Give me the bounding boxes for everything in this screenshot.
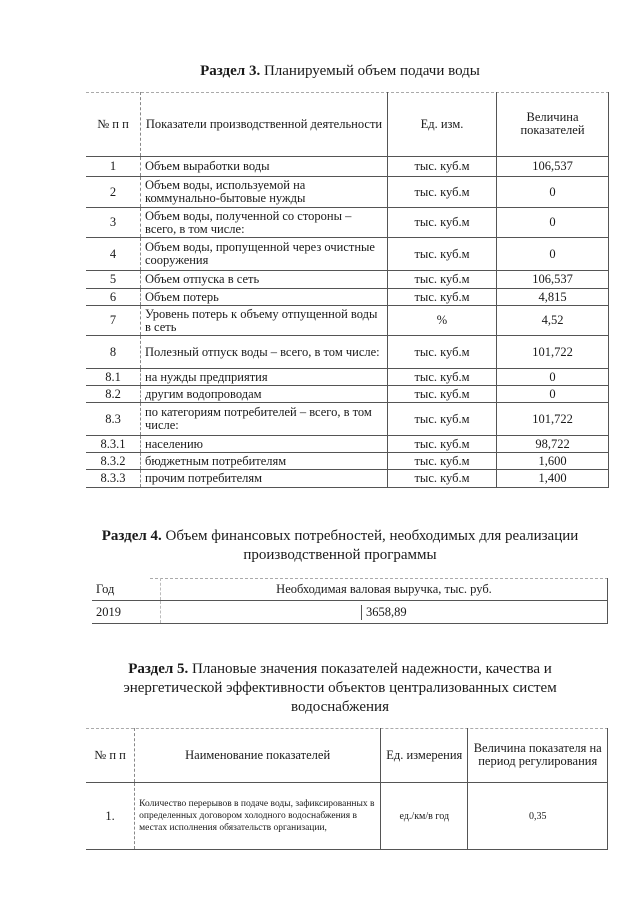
header-num: № п п <box>86 92 141 157</box>
row-unit: % <box>388 306 497 336</box>
row-name: Уровень потерь к объему отпущенной воды в сеть <box>141 306 388 336</box>
section-4-title-line1: Объем финансовых потребностей, необходимых для реализации <box>165 528 579 544</box>
section-3-label: Раздел 3. <box>200 63 261 79</box>
table-row <box>86 403 609 436</box>
row-unit: тыс. куб.м <box>388 436 497 453</box>
table-row <box>86 783 608 850</box>
table-row <box>86 157 609 177</box>
table-row <box>86 470 609 488</box>
table-row <box>92 601 608 624</box>
row-num: 5 <box>86 271 141 289</box>
row-value: 4,815 <box>497 289 609 306</box>
section-4-heading <box>60 527 620 565</box>
header-indicator: Показатели производственной деятельности <box>141 92 388 157</box>
row-unit: тыс. куб.м <box>388 470 497 488</box>
table-row <box>86 336 609 369</box>
row-value: 0 <box>497 386 609 403</box>
financial-needs-table <box>92 578 608 624</box>
row-unit: тыс. куб.м <box>388 386 497 403</box>
row-num: 8.3.3 <box>86 470 141 488</box>
row-revenue: 3658,89 <box>361 605 407 620</box>
row-num: 8.2 <box>86 386 141 403</box>
row-year: 2019 <box>92 601 161 624</box>
row-value: 0,35 <box>468 783 608 850</box>
section-5-heading <box>60 660 620 717</box>
row-value: 101,722 <box>497 336 609 369</box>
table-header-row <box>86 728 608 783</box>
table-header-row <box>92 578 608 601</box>
row-value: 1,400 <box>497 470 609 488</box>
row-name: Объем воды, полученной со стороны – всего, в том числе: <box>141 208 388 238</box>
row-unit: тыс. куб.м <box>388 336 497 369</box>
row-name: на нужды предприятия <box>141 369 388 386</box>
row-unit: тыс. куб.м <box>388 177 497 208</box>
table-row <box>86 386 609 403</box>
row-num: 8.3.1 <box>86 436 141 453</box>
row-num: 2 <box>86 177 141 208</box>
table-row <box>86 289 609 306</box>
row-name: Объем потерь <box>141 289 388 306</box>
row-name: по категориям потребителей – всего, в том числе: <box>141 403 388 436</box>
row-name: Объем воды, используемой на коммунально-бытовые нужды <box>141 177 388 208</box>
row-unit: тыс. куб.м <box>388 238 497 271</box>
row-value: 0 <box>497 369 609 386</box>
row-unit: тыс. куб.м <box>388 271 497 289</box>
header-indicator-name: Наименование показателей <box>135 728 381 783</box>
row-num: 8 <box>86 336 141 369</box>
header-unit: Ед. измерения <box>381 728 468 783</box>
section-5-title-line1: Плановые значения показателей надежности, качества и <box>192 661 552 677</box>
header-num: № п п <box>86 728 135 783</box>
header-year: Год <box>92 578 161 601</box>
row-unit: тыс. куб.м <box>388 289 497 306</box>
row-num: 1. <box>86 783 135 850</box>
row-revenue-cell <box>161 601 608 624</box>
row-unit: ед./км/в год <box>381 783 468 850</box>
row-name: населению <box>141 436 388 453</box>
row-name: Объем воды, пропущенной через очистные сооружения <box>141 238 388 271</box>
section-4-title-line2: производственной программы <box>243 547 437 563</box>
row-unit: тыс. куб.м <box>388 453 497 470</box>
row-value: 106,537 <box>497 271 609 289</box>
section-3-heading <box>60 62 620 81</box>
table-row <box>86 271 609 289</box>
section-5-label: Раздел 5. <box>128 661 189 677</box>
row-unit: тыс. куб.м <box>388 157 497 177</box>
section-5-title-line3: водоснабжения <box>291 699 389 715</box>
row-value: 101,722 <box>497 403 609 436</box>
row-num: 8.1 <box>86 369 141 386</box>
table-row <box>86 453 609 470</box>
row-name: Объем отпуска в сеть <box>141 271 388 289</box>
row-name: другим водопроводам <box>141 386 388 403</box>
table-row <box>86 177 609 208</box>
row-value: 0 <box>497 177 609 208</box>
row-num: 1 <box>86 157 141 177</box>
table-row <box>86 306 609 336</box>
reliability-indicators-table <box>86 728 608 850</box>
row-name: прочим потребителям <box>141 470 388 488</box>
row-num: 4 <box>86 238 141 271</box>
row-num: 8.3.2 <box>86 453 141 470</box>
row-unit: тыс. куб.м <box>388 208 497 238</box>
section-3-title: Планируемый объем подачи воды <box>263 63 480 79</box>
row-name: Объем выработки воды <box>141 157 388 177</box>
table-row <box>86 369 609 386</box>
row-unit: тыс. куб.м <box>388 369 497 386</box>
row-unit: тыс. куб.м <box>388 403 497 436</box>
row-value: 1,600 <box>497 453 609 470</box>
row-value: 106,537 <box>497 157 609 177</box>
row-num: 3 <box>86 208 141 238</box>
row-value: 4,52 <box>497 306 609 336</box>
row-name: бюджетным потребителям <box>141 453 388 470</box>
header-value: Величина показателя на период регулирования <box>468 728 608 783</box>
water-supply-table <box>86 92 609 488</box>
header-revenue: Необходимая валовая выручка, тыс. руб. <box>161 578 608 601</box>
section-5-title-line2: энергетической эффективности объектов централизованных систем <box>123 680 557 696</box>
row-num: 8.3 <box>86 403 141 436</box>
table-header-row <box>86 92 609 157</box>
row-name: Количество перерывов в подаче воды, зафиксированных в определенных договором холодного водоснабжения в местах исполнения обязательств организации, <box>135 783 381 850</box>
section-4-label: Раздел 4. <box>101 528 162 544</box>
row-num: 6 <box>86 289 141 306</box>
row-value: 98,722 <box>497 436 609 453</box>
table-row <box>86 436 609 453</box>
row-name: Полезный отпуск воды – всего, в том числе: <box>141 336 388 369</box>
table-row <box>86 238 609 271</box>
row-value: 0 <box>497 208 609 238</box>
row-num: 7 <box>86 306 141 336</box>
header-unit: Ед. изм. <box>388 92 497 157</box>
header-value: Величина показателей <box>497 92 609 157</box>
table-row <box>86 208 609 238</box>
row-value: 0 <box>497 238 609 271</box>
